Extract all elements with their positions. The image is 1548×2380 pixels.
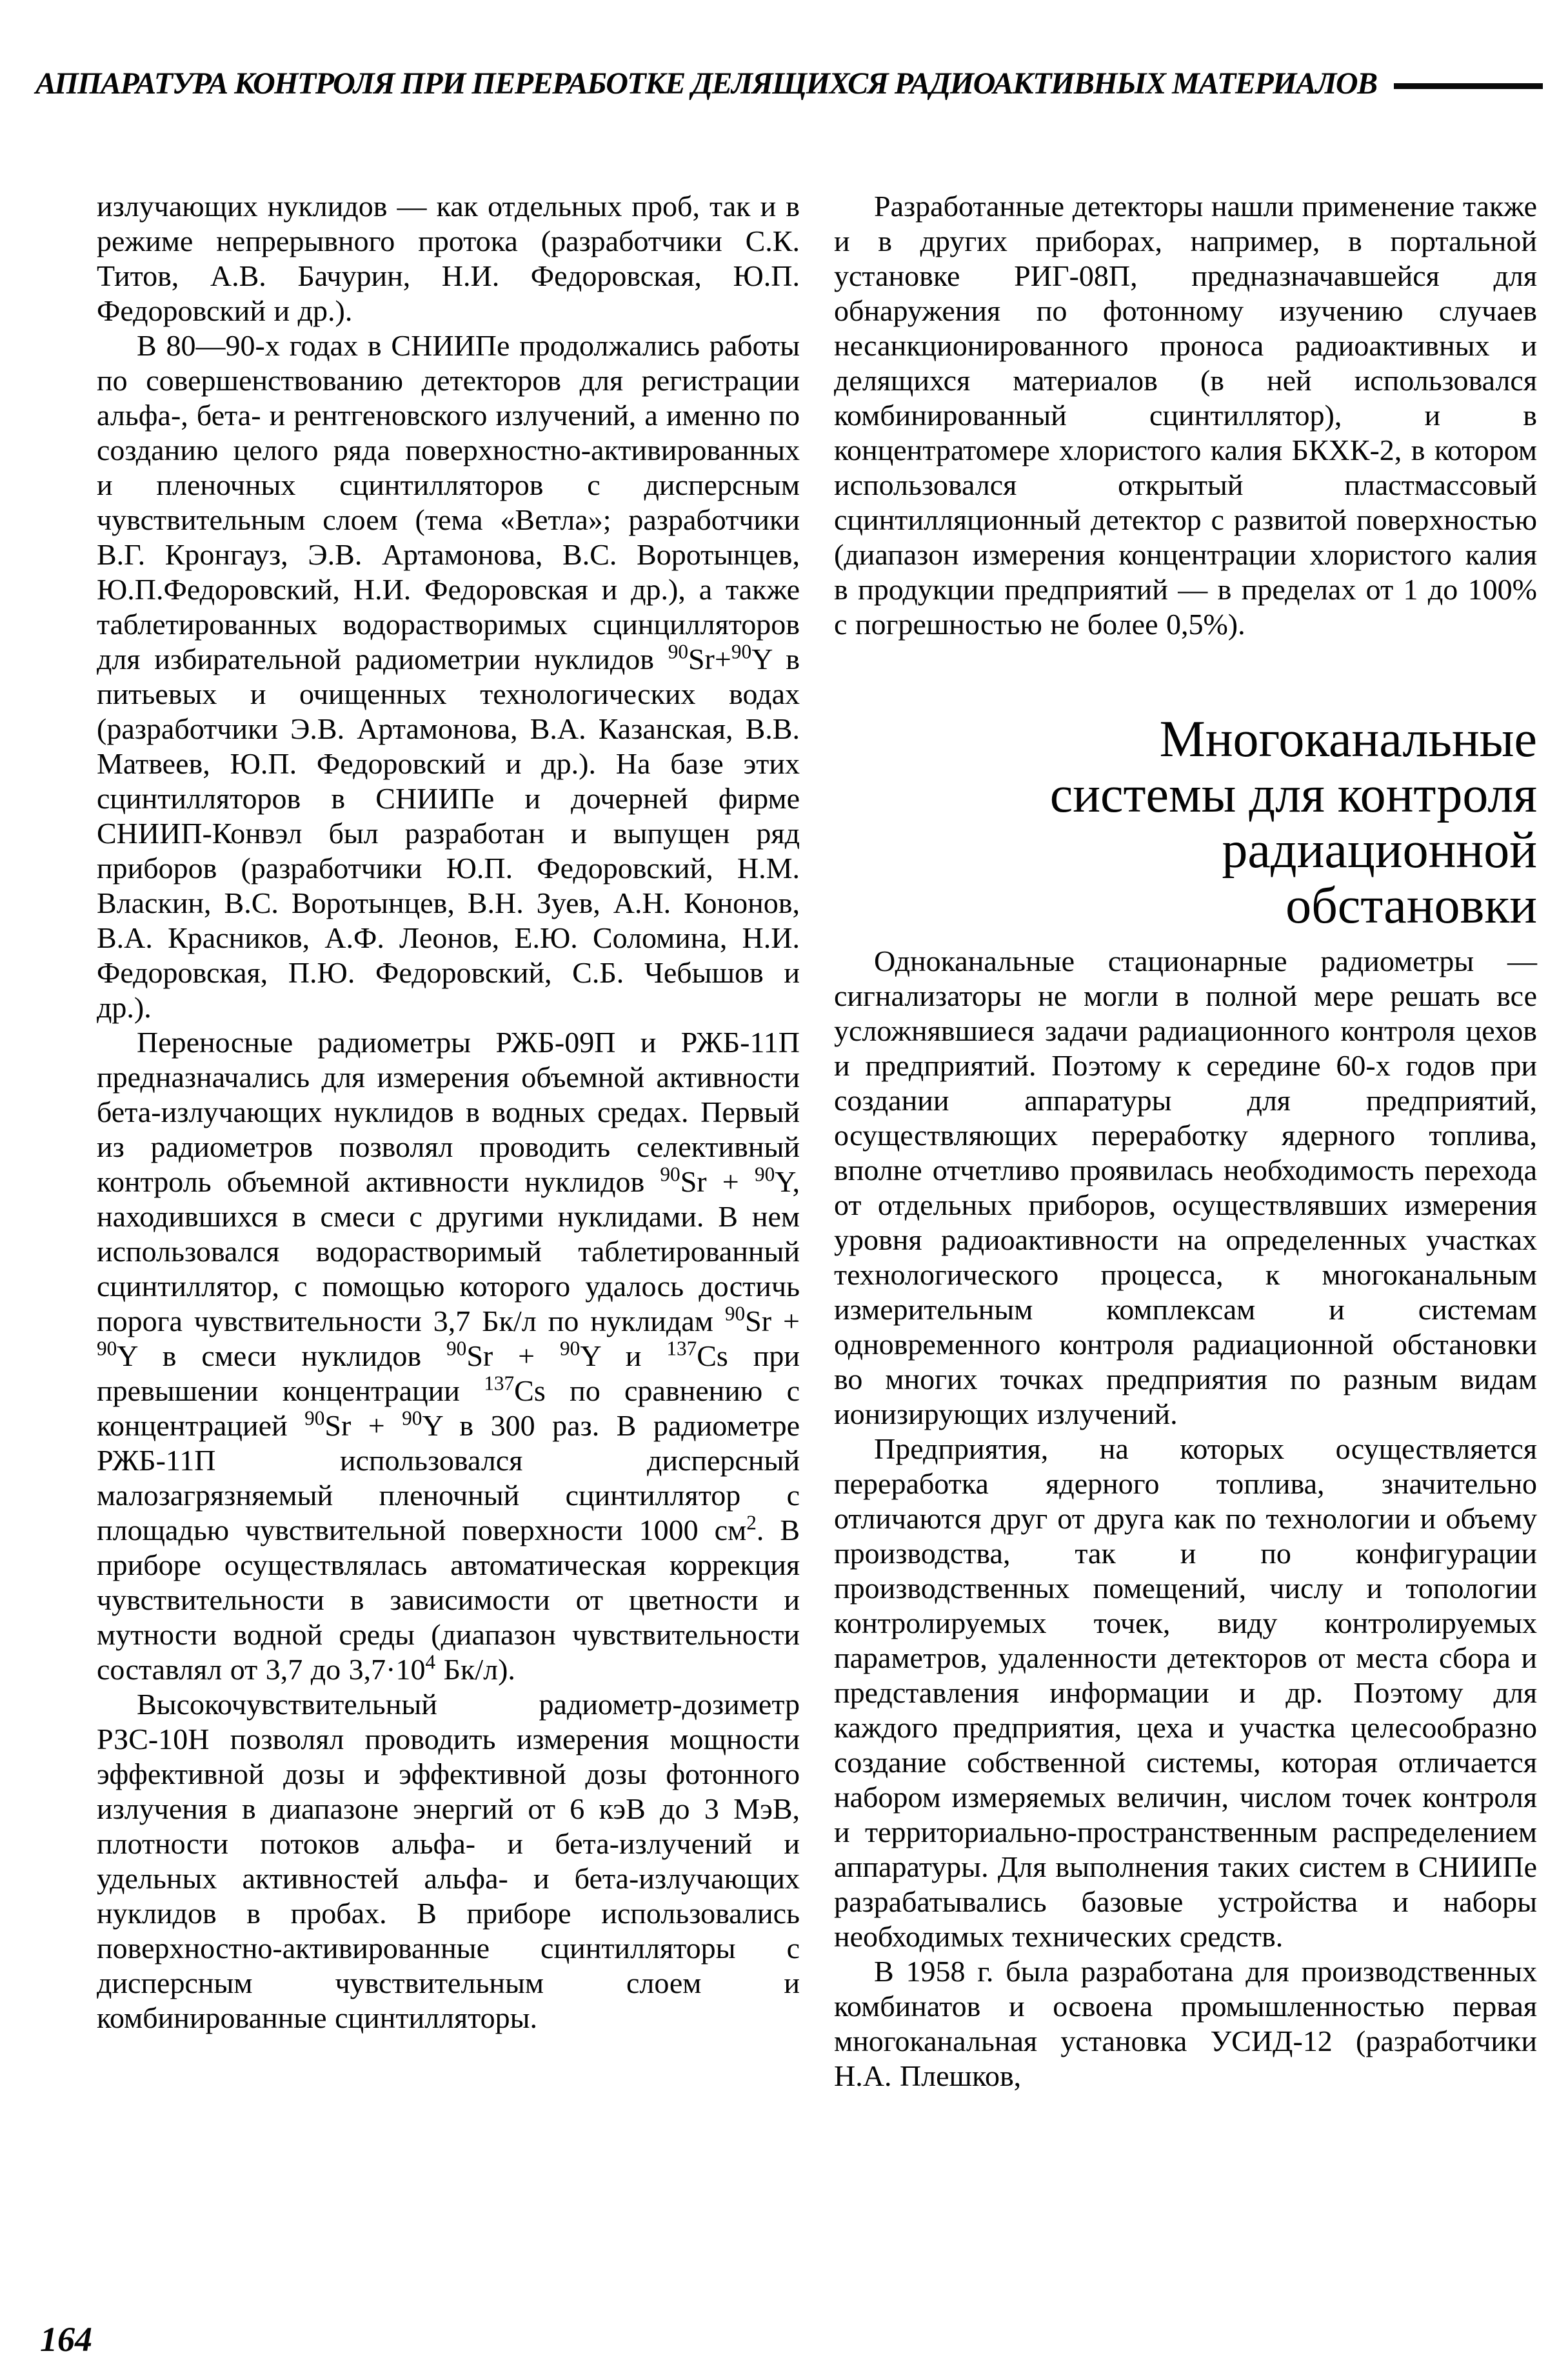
paragraph: Переносные радиометры РЖБ-09П и РЖБ-11П предназначались для измерения объемной активности бета-излучающих нуклидов в водных средах. Первый из радиометров позволял проводить селективный контроль объемной активности нуклидов $^{90}$Sr + $^{90}$Y, находившихся в смеси с другими нуклидами. В нем использовался водорастворимый таблетированный сцинтиллятор, с помощью которого удалось достичь порога чувствительности 3,7 Бк/л по нуклидам $^{90}$Sr + $^{90}$Y в смеси нуклидов $^{90}$Sr + $^{90}$Y и $^{137}$Cs при превышении концентрации $^{137}$Cs по сравнению с концентрацией $^{90}$Sr + $^{90}$Y в 300 раз. В радиометре РЖБ-11П использовался дисперсный малозагрязняемый пленочный сцинтиллятор с площадью чувствительной поверхности 1000 $см^2$. В приборе осуществлялась автоматическая коррекция чувствительности в зависимости от цветности и мутности водной среды (диапазон чувствительности составлял от 3,7 до $3,7\cdot 10^4$ Бк/л). [97, 1026, 800, 1686]
paragraph: В 80—90-х годах в СНИИПе продолжались работы по совершенствованию детекторов для регистрации альфа-, бета- и рентгеновского излучений, а именно по созданию целого ряда поверхностно-активированных и пленочных сцинтилляторов с дисперсным чувствительным слоем (тема «Ветла»; разработчики В.Г. Кронгауз, Э.В. Артамонова, В.С. Воротынцев, Ю.П.Федоровский, Н.И. Федоровская и др.), а также таблетированных водорастворимых сцинцилляторов для избирательной радиометрии нуклидов $^{90}$Sr+$^{90}$Y в питьевых и очищенных технологических водах (разработчики Э.В. Артамонова, В.А. Казанская, В.В. Матвеев, Ю.П. Федоровский и др.). На базе этих сцинтилляторов в СНИИПе и дочерней фирме СНИИП-Конвэл был разработан и выпущен ряд приборов (разработчики Ю.П. Федоровский, Н.М. Власкин, В.С. Воротынцев, В.Н. Зуев, А.Н. Кононов, В.А. Красников, А.Ф. Леонов, Е.Ю. Соломина, Н.И. Федоровская, П.Ю. Федоровский, С.Б. Чебышов и др.). [97, 329, 800, 1024]
running-head-title: АППАРАТУРА КОНТРОЛЯ ПРИ ПЕРЕРАБОТКЕ ДЕЛЯЩИХСЯ РАДИОАКТИВНЫХ МАТЕРИАЛОВ [35, 66, 1377, 101]
right-column [834, 189, 1537, 2094]
page-header [35, 65, 1543, 103]
section-heading-line: радиационной [1222, 822, 1537, 879]
paragraph: Предприятия, на которых осуществляется переработка ядерного топлива, значительно отличаются друг от друга как по технологии и объему производства, так и по конфигурации производственных помещений, числу и топологии контролируемых точек, виду контролируемых параметров, удаленности детекторов от места сбора и представления информации и др. Поэтому для каждого предприятия, цеха и участка целесообразно создание собственной системы, которая отличается набором измеряемых величин, числом точек контроля и территориально-пространственным распределением аппаратуры. Для выполнения таких систем в СНИИПе разрабатывались базовые устройства и наборы необходимых технических средств. [834, 1432, 1537, 1953]
left-column [97, 189, 800, 2035]
page-number: 164 [40, 2320, 92, 2359]
paragraph: Одноканальные стационарные радиометры — сигнализаторы не могли в полной мере решать все усложнявшиеся задачи радиационного контроля цехов и предприятий. Поэтому к середине 60-х годов при создании аппаратуры для предприятий, осуществляющих переработку ядерного топлива, вполне отчетливо проявилась необходимость перехода от отдельных приборов, осуществлявших измерения уровня радиоактивности на определенных участках технологического процесса, к многоканальным измерительным комплексам и системам одновременного контроля радиационной обстановки во многих точках предприятия по разным видам ионизирующих излучений. [834, 945, 1537, 1430]
paragraph: В 1958 г. была разработана для производственных комбинатов и освоена промышленностью первая многоканальная установка УСИД-12 (разработчики Н.А. Плешков, [834, 1955, 1537, 2092]
paragraph: Высокочувствительный радиометр-дозиметр РЗС-10Н позволял проводить измерения мощности эффективной дозы и эффективной дозы фотонного излучения в диапазоне энергий от 6 кэВ до 3 МэВ, плотности потоков альфа- и бета-излучений и удельных активностей альфа- и бета-излучающих нуклидов в пробах. В приборе использовались поверхностно-активированные сцинтилляторы с дисперсным чувствительным слоем и комбинированные сцинтилляторы. [97, 1688, 800, 2034]
section-heading-line: обстановки [1285, 877, 1537, 934]
paragraph: Разработанные детекторы нашли применение также и в других приборах, например, в портальной установке РИГ-08П, предназначавшейся для обнаружения по фотонному изучению случаев несанкционированного проноса радиоактивных и делящихся материалов (в ней использовался комбинированный сцинтиллятор), и в концентратомере хлористого калия БКХК-2, в котором использовался открытый пластмассовый сцинтилляционный детектор с развитой поверхностью (диапазон измерения концентрации хлористого калия в продукции предприятий — в пределах от 1 до 100% с погрешностью не более 0,5%). [834, 190, 1537, 641]
section-heading-line: системы для контроля [1049, 766, 1537, 823]
section-heading-line: Многоканальные [1159, 711, 1537, 768]
section-heading [834, 712, 1537, 934]
header-rule [1394, 83, 1543, 89]
paragraph: излучающих нуклидов — как отдельных проб, так и в режиме непрерывного протока (разработчики С.К. Титов, А.В. Бачурин, Н.И. Федоровская, Ю.П. Федоровский и др.). [97, 190, 800, 327]
